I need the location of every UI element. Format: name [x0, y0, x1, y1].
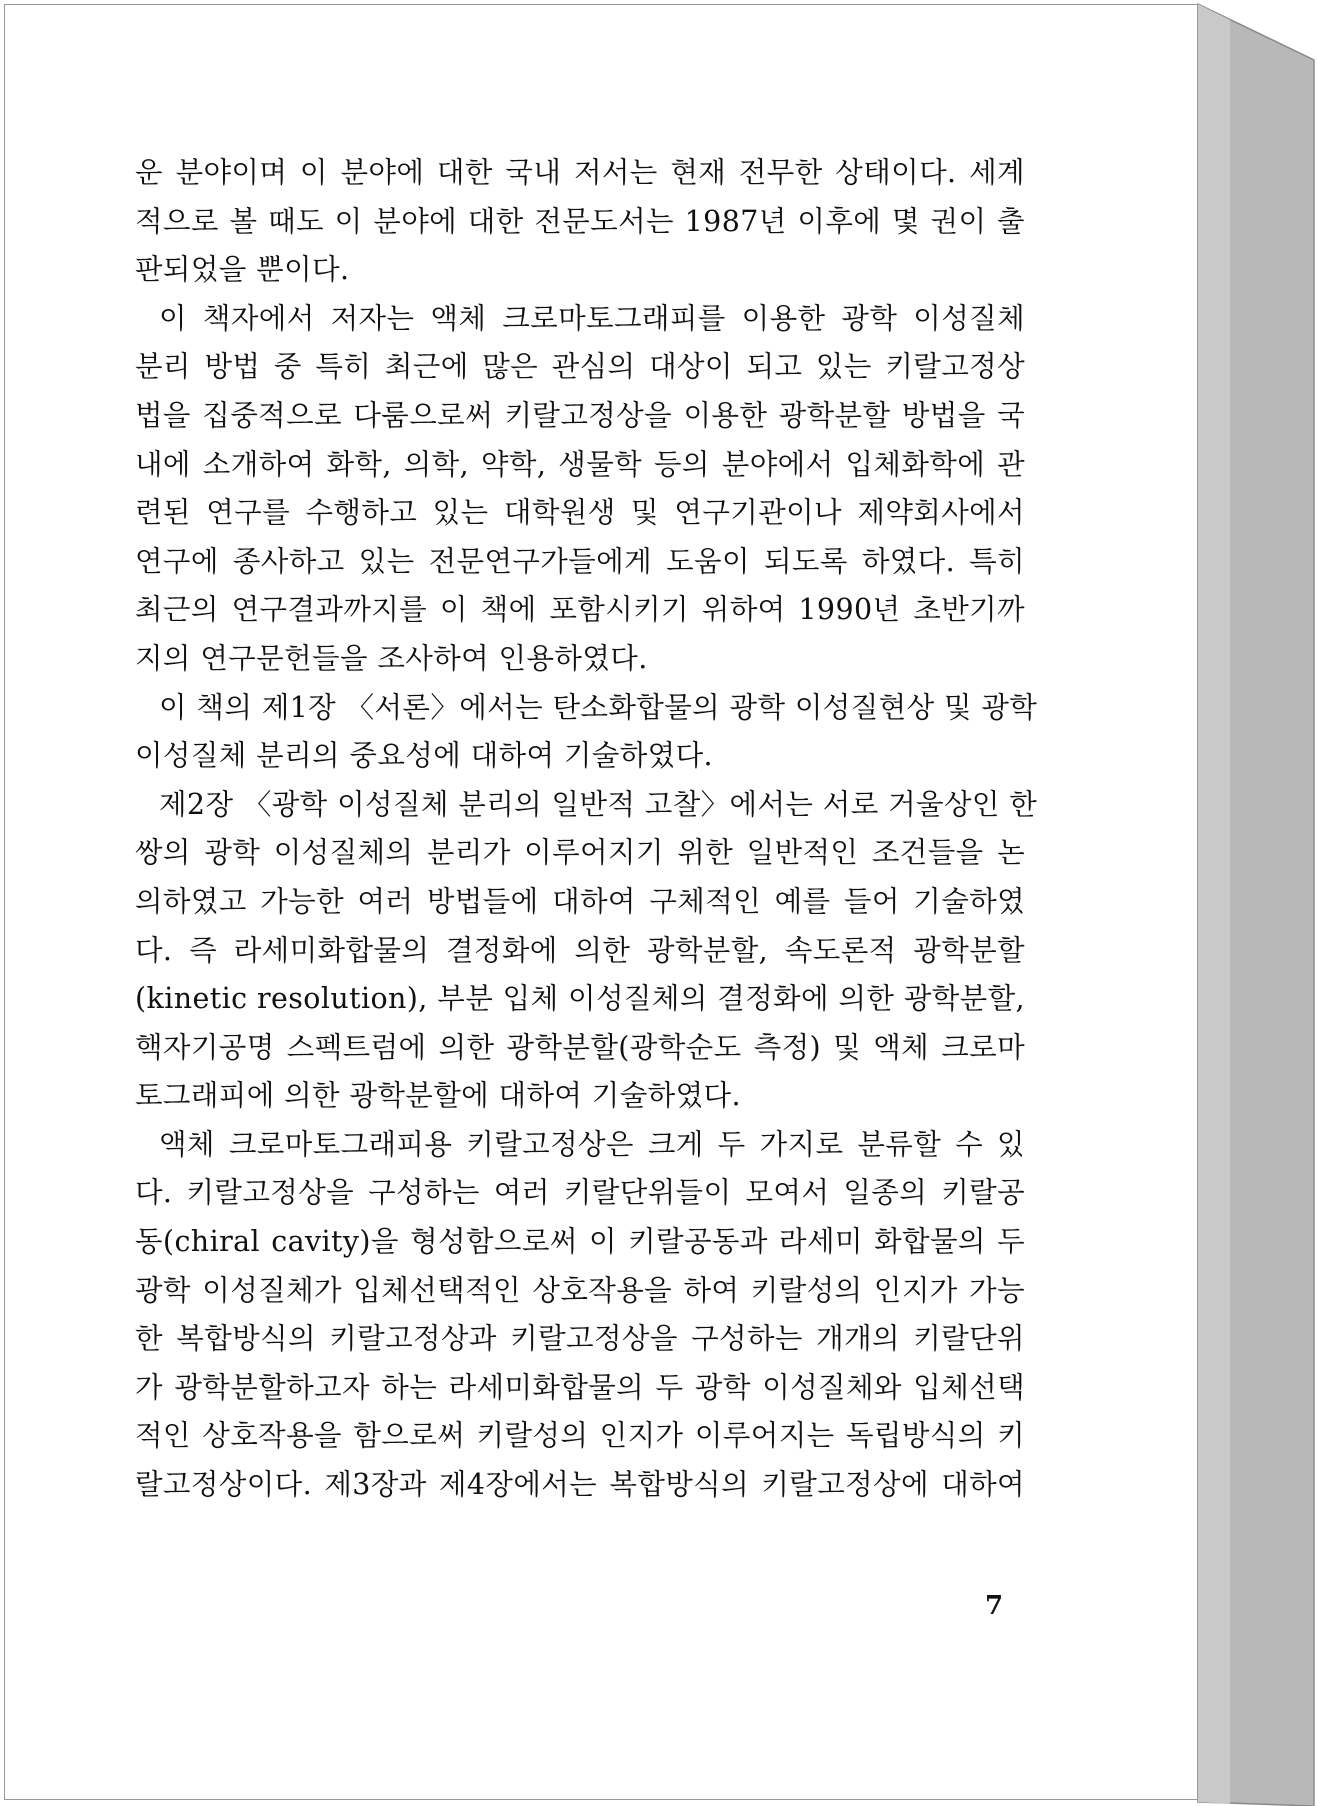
text-line: 동(chiral cavity)을 형성함으로써 이 키랄공동과 라세미 화합물의 두 — [135, 1225, 1025, 1259]
text-line: (kinetic resolution), 부분 입체 이성질체의 결정화에 의한 광학분할, — [135, 982, 1025, 1016]
text-line: 이 책자에서 저자는 액체 크로마토그래피를 이용한 광학 이성질체 — [159, 301, 1025, 335]
text-line: 내에 소개하여 화학, 의학, 약학, 생물학 등의 분야에서 입체화학에 관 — [135, 447, 1025, 481]
page-number: 7 — [985, 1591, 1004, 1621]
body-text — [135, 149, 1038, 1510]
text-line: 적인 상호작용을 함으로써 키랄성의 인지가 이루어지는 독립방식의 키 — [135, 1419, 1025, 1453]
page-sheet — [4, 4, 1198, 1800]
text-line: 이성질체 분리의 중요성에 대하여 기술하였다. — [135, 739, 713, 773]
text-line: 법을 집중적으로 다룸으로써 키랄고정상을 이용한 광학분할 방법을 국 — [135, 398, 1025, 432]
text-line: 광학 이성질체가 입체선택적인 상호작용을 하여 키랄성의 인지가 가능 — [135, 1273, 1025, 1307]
text-line: 분리 방법 중 특히 최근에 많은 관심의 대상이 되고 있는 키랄고정상 — [135, 350, 1025, 384]
text-line: 련된 연구를 수행하고 있는 대학원생 및 연구기관이나 제약회사에서 — [135, 496, 1025, 530]
text-line: 연구에 종사하고 있는 전문연구가들에게 도움이 되도록 하였다. 특히 — [135, 544, 1025, 578]
text-line: 판되었을 뿐이다. — [135, 253, 350, 287]
text-line: 쌍의 광학 이성질체의 분리가 이루어지기 위한 일반적인 조건들을 논 — [135, 836, 1025, 870]
text-line: 이 책의 제1장 〈서론〉에서는 탄소화합물의 광학 이성질현상 및 광학 — [159, 690, 1038, 724]
text-line: 운 분야이며 이 분야에 대한 국내 저서는 현재 전무한 상태이다. 세계 — [135, 156, 1025, 189]
text-line: 적으로 볼 때도 이 분야에 대한 전문도서는 1987년 이후에 몇 권이 출 — [135, 204, 1025, 238]
text-line: 지의 연구문헌들을 조사하여 인용하였다. — [135, 641, 648, 675]
book-spine-highlight — [1198, 4, 1230, 1804]
text-line: 의하였고 가능한 여러 방법들에 대하여 구체적인 예를 들어 기술하였 — [135, 884, 1025, 918]
text-line: 랄고정상이다. 제3장과 제4장에서는 복합방식의 키랄고정상에 대하여 — [135, 1468, 1025, 1502]
text-line: 가 광학분할하고자 하는 라세미화합물의 두 광학 이성질체와 입체선택 — [135, 1370, 1025, 1404]
text-line: 액체 크로마토그래피용 키랄고정상은 크게 두 가지로 분류할 수 있 — [159, 1127, 1025, 1161]
text-line: 다. 즉 라세미화합물의 결정화에 의한 광학분할, 속도론적 광학분할 — [135, 933, 1025, 967]
text-line: 다. 키랄고정상을 구성하는 여러 키랄단위들이 모여서 일종의 키랄공 — [135, 1176, 1025, 1210]
text-line: 최근의 연구결과까지를 이 책에 포함시키기 위하여 1990년 초반기까 — [135, 593, 1025, 627]
text-line: 한 복합방식의 키랄고정상과 키랄고정상을 구성하는 개개의 키랄단위 — [135, 1322, 1025, 1356]
text-line: 제2장 〈광학 이성질체 분리의 일반적 고찰〉에서는 서로 거울상인 한 — [159, 787, 1038, 821]
text-line: 토그래피에 의한 광학분할에 대하여 기술하였다. — [135, 1079, 741, 1113]
text-line: 핵자기공명 스펙트럼에 의한 광학분할(광학순도 측정) 및 액체 크로마 — [135, 1030, 1025, 1064]
